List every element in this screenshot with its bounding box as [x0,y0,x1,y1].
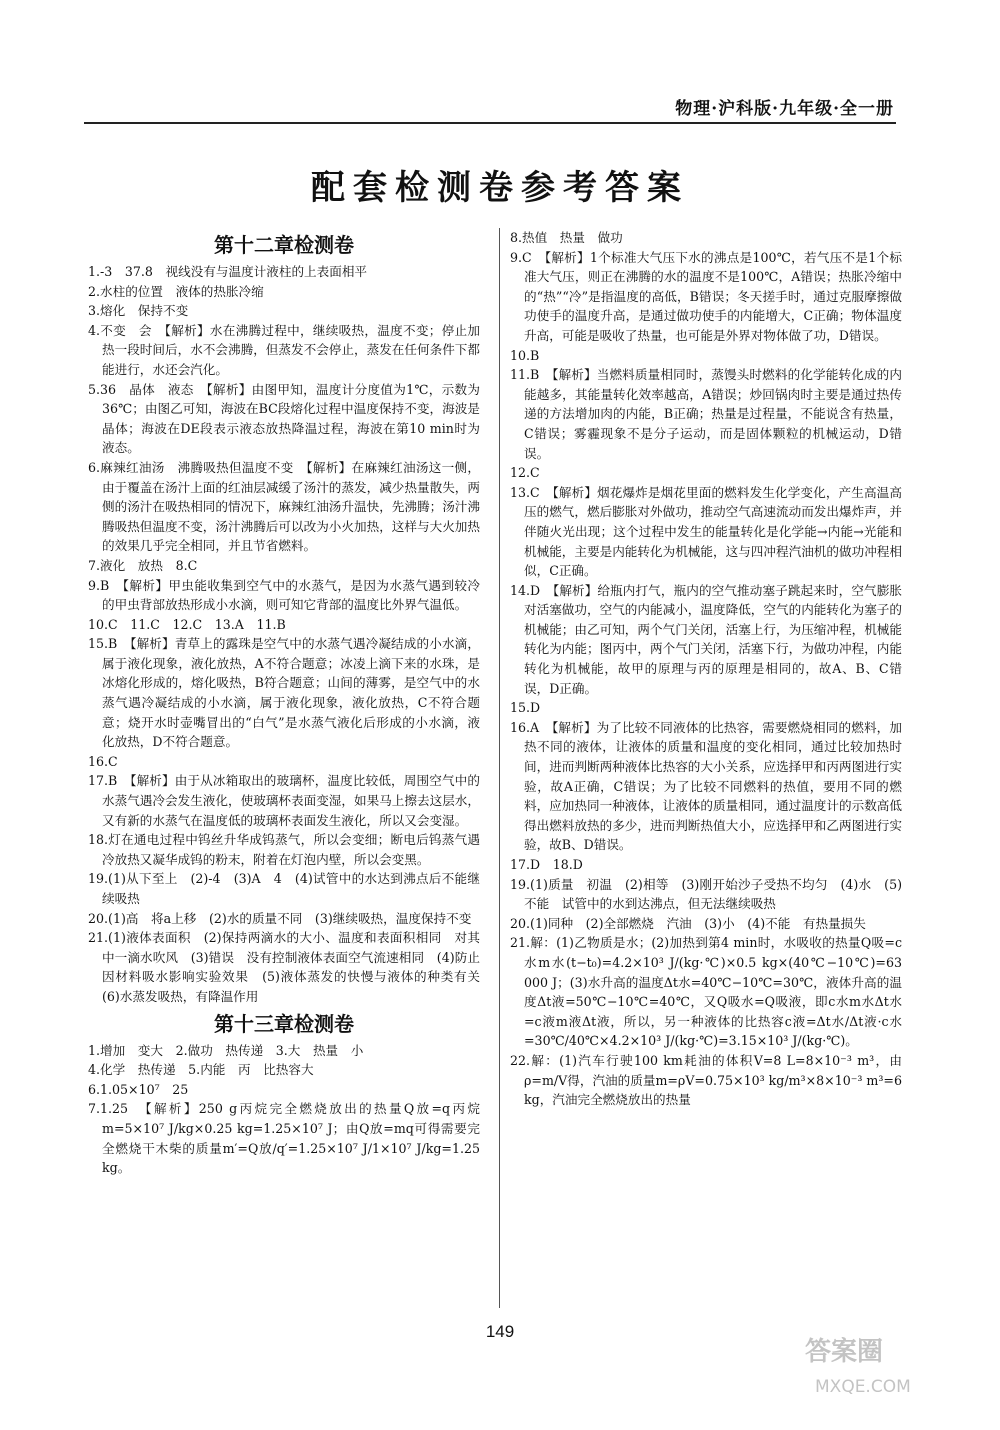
column-divider [499,228,500,1308]
answer-item: 5.36 晶体 液态 【解析】由图甲知，温度计分度值为1℃，示数为36℃；由图乙可知，海波在BC段熔化过程中温度保持不变，海波是晶体；海波在DE段表示液态放热降温过程，海波在第10 min时为液态。 [88,381,480,456]
ch13-answer-list-continued [510,228,902,1110]
answer-item: 18.灯在通电过程中钨丝升华成钨蒸气，所以会变细；断电后钨蒸气遇冷放热又凝华成钨的粉末，附着在灯泡内壁，所以会变黑。 [88,832,480,867]
answer-item: 9.B 【解析】甲虫能收集到空气中的水蒸气，是因为水蒸气遇到较冷的甲虫背部放热形成小水滴，则可知它背部的温度比外界气温低。 [88,577,480,613]
answer-item: 17.D 18.D [510,857,583,872]
answer-item: 10.C 11.C 12.C 13.A 11.B [88,616,286,632]
header-rule [84,122,896,124]
answer-item: 20.(1)同种 (2)全部燃烧 汽油 (3)小 (4)不能 有热量损失 [510,915,866,931]
answer-item: 14.D 【解析】给瓶内打气，瓶内的空气推动塞子跳起来时，空气膨胀对活塞做功，空气的内能减小，温度降低，空气的内能转化为塞子的机械能；由乙可知，两个气门关闭，活塞上行，为压缩冲程，机械能转化为内能；图丙中，两个气门关闭，活塞下行，为做功冲程，内能转化为机械能，故甲的原理与丙的原理是相同的，故A、B、C错误，D正确。 [510,582,902,696]
answer-item: 19.(1)从下至上 (2)-4 (3)A 4 (4)试管中的水达到沸点后不能继续吸热 [88,871,480,906]
answer-item: 6.麻辣红油汤 沸腾吸热但温度不变 【解析】在麻辣红油汤这一侧，由于覆盖在汤汁上面的红油层减缓了汤汁的蒸发，减少热量散失，两侧的汤汁在吸热相同的情况下，麻辣红油汤升温快，先沸腾；汤汁沸腾吸热但温度不变，汤汁沸腾后可以改为小火加热，这样与大火加热的效果几乎完全相同，并且节省燃料。 [88,459,480,554]
answer-item: 12.C [510,465,540,481]
watermark-text: 答案圈 [805,1337,884,1367]
page-title: 配套检测卷参考答案 [311,168,689,208]
answer-item: 19.(1)质量 初温 (2)相等 (3)刚开始沙子受热不均匀 (4)水 (5)不能 试管中的水到达沸点，但无法继续吸热 [510,876,902,912]
answer-item: 13.C 【解析】烟花爆炸是烟花里面的燃料发生化学变化，产生高温高压的燃气，燃后膨胀对外做功，推动空气高速流动而发出爆炸声，并伴随火光出现；这个过程中发生的能量转化是化学能→内能→光能和机械能，主要是内能转化为机械能，这与四冲程汽油机的做功冲程相似，C正确。 [510,484,902,579]
watermark-logo [795,1322,970,1402]
answer-item: 21.(1)液体表面积 (2)保持两滴水的大小、温度和表面积相同 对其中一滴水吹风 (3)错误 没有控制液体表面空气流速相同 (4)防止因材料吸水影响实验效果 (5)液体蒸发的快慢与液体的种类有关 (6)水蒸发吸热，有降温作用 [88,930,493,1004]
answer-item: 3.熔化 保持不变 [88,303,189,319]
answer-item: 2.水柱的位置 液体的热胀冷缩 [88,283,264,299]
answer-item: 4.化学 热传递 5.内能 丙 比热容大 [88,1062,314,1078]
right-column [510,228,902,1308]
ch13-answer-list [88,1041,480,1178]
answer-item: 16.C [88,753,118,769]
answer-item: 6.1.05×10⁷ 25 [88,1081,189,1097]
answer-item: 8.热值 热量 做功 [510,230,623,245]
answer-item: 15.D [510,700,541,716]
answer-item: 7.1.25 【解析】250 g丙烷完全燃烧放出的热量Q放=q丙烷m=5×10⁷ J/kg×0.25 kg=1.25×10⁷ J；由Q放=mq可得需要完全燃烧干木柴的质量m′=Q放/q′=1.25×10⁷ J/1×10⁷ J/kg=1.25 kg。 [88,1101,480,1176]
ch12-answer-list [88,262,493,1007]
answer-item: 1.-3 37.8 视线没有与温度计液柱的上表面相平 [88,264,368,279]
answer-item: 22.解：(1)汽车行驶100 km耗油的体积V=8 L=8×10⁻³ m³，由ρ=m/V得，汽油的质量m=ρV=0.75×10³ kg/m³×8×10⁻³ m³=6 kg，汽油完全燃烧放出的热量 [510,1052,902,1108]
section-heading-ch13: 第十三章检测卷 [214,1011,354,1036]
answer-item: 20.(1)高 将a上移 (2)水的质量不同 (3)继续吸热，温度保持不变 [88,910,472,926]
page-number: 149 [485,1322,515,1341]
answer-item: 11.B 【解析】当燃料质量相同时，蒸馒头时燃料的化学能转化成的内能越多，其能量转化效率越高，A错误；炒回锅肉时主要是通过热传递的方法增加肉的内能，B正确；热量是过程量，不能说含有热量，C错误；雾霾现象不是分子运动，而是固体颗粒的机械运动，D错误。 [510,367,902,461]
watermark-subtext: MXQE.COM [815,1377,911,1397]
answer-item: 1.增加 变大 2.做功 热传递 3.大 热量 小 [88,1042,364,1058]
answer-item: 9.C 【解析】1个标准大气压下水的沸点是100℃，若气压不是1个标准大气压，则正在沸腾的水的温度不是100℃，A错误；热胀冷缩中的“热”“冷”是指温度的高低，B错误；冬天搓手时，通过克服摩擦做功使手的温度升高，是通过做功使手的内能增大，C正确；物体温度升高，可能是吸收了热量，也可能是外界对物体做了功，D错误。 [510,249,902,343]
answer-item: 16.A 【解析】为了比较不同液体的比热容，需要燃烧相同的燃料，加热不同的液体，让液体的质量和温度的变化相同，通过比较加热时间，进而判断两种液体比热容的大小关系，应选择甲和丙两图进行实验，故A正确，C错误；为了比较不同燃料的热值，要用不同的燃料，应加热同一种液体，让液体的质量相同，通过温度计的示数高低得出燃料放热的多少，进而判断热值大小，应选择甲和乙两图进行实验，故B、D错误。 [510,719,902,853]
book-subject-header: 物理·沪科版·九年级·全一册 [675,99,894,119]
left-column [88,228,493,1258]
answer-item: 10.B [510,347,540,363]
answer-item: 17.B 【解析】由于从冰箱取出的玻璃杯，温度比较低，周围空气中的水蒸气遇冷会发生液化，使玻璃杯表面变湿，如果马上擦去这层水，又有新的水蒸气在温度低的玻璃杯表面发生液化，所以又会变湿。 [88,773,480,828]
answer-item: 21.解：(1)乙物质是水；(2)加热到第4 min时，水吸收的热量Q吸=c水m水(t−t₀)=4.2×10³ J/(kg·℃)×0.5 kg×(40℃−10℃)=63 000 J；(3)水升高的温度Δt水=40℃−10℃=30℃，液体升高的温度Δt液=50℃−10℃=40℃，又Q吸水=Q吸液，即c水m水Δt水=c液m液Δt液，所以，另一种液体的比热容c液=Δt水/Δt液·c水=30℃/40℃×4.2×10³ J/(kg·℃)=3.15×10³ J/(kg·℃)。 [510,935,902,1049]
answer-item: 7.液化 放热 8.C [88,557,198,573]
answer-item: 15.B 【解析】青草上的露珠是空气中的水蒸气遇冷凝结成的小水滴，属于液化现象，液化放热，A不符合题意；冰凌上滴下来的水珠，是冰熔化形成的，熔化吸热，B符合题意；山间的薄雾，是空气中的水蒸气遇冷凝结成的小水滴，属于液化现象，液化放热，C不符合题意；烧开水时壶嘴冒出的“白气”是水蒸气液化后形成的小水滴，液化放热，D不符合题意。 [88,636,480,750]
answer-item: 4.不变 会 【解析】水在沸腾过程中，继续吸热，温度不变；停止加热一段时间后，水不会沸腾，但蒸发不会停止，蒸发在任何条件下都能进行，水还会汽化。 [88,322,480,377]
section-heading-ch12: 第十二章检测卷 [214,233,354,257]
